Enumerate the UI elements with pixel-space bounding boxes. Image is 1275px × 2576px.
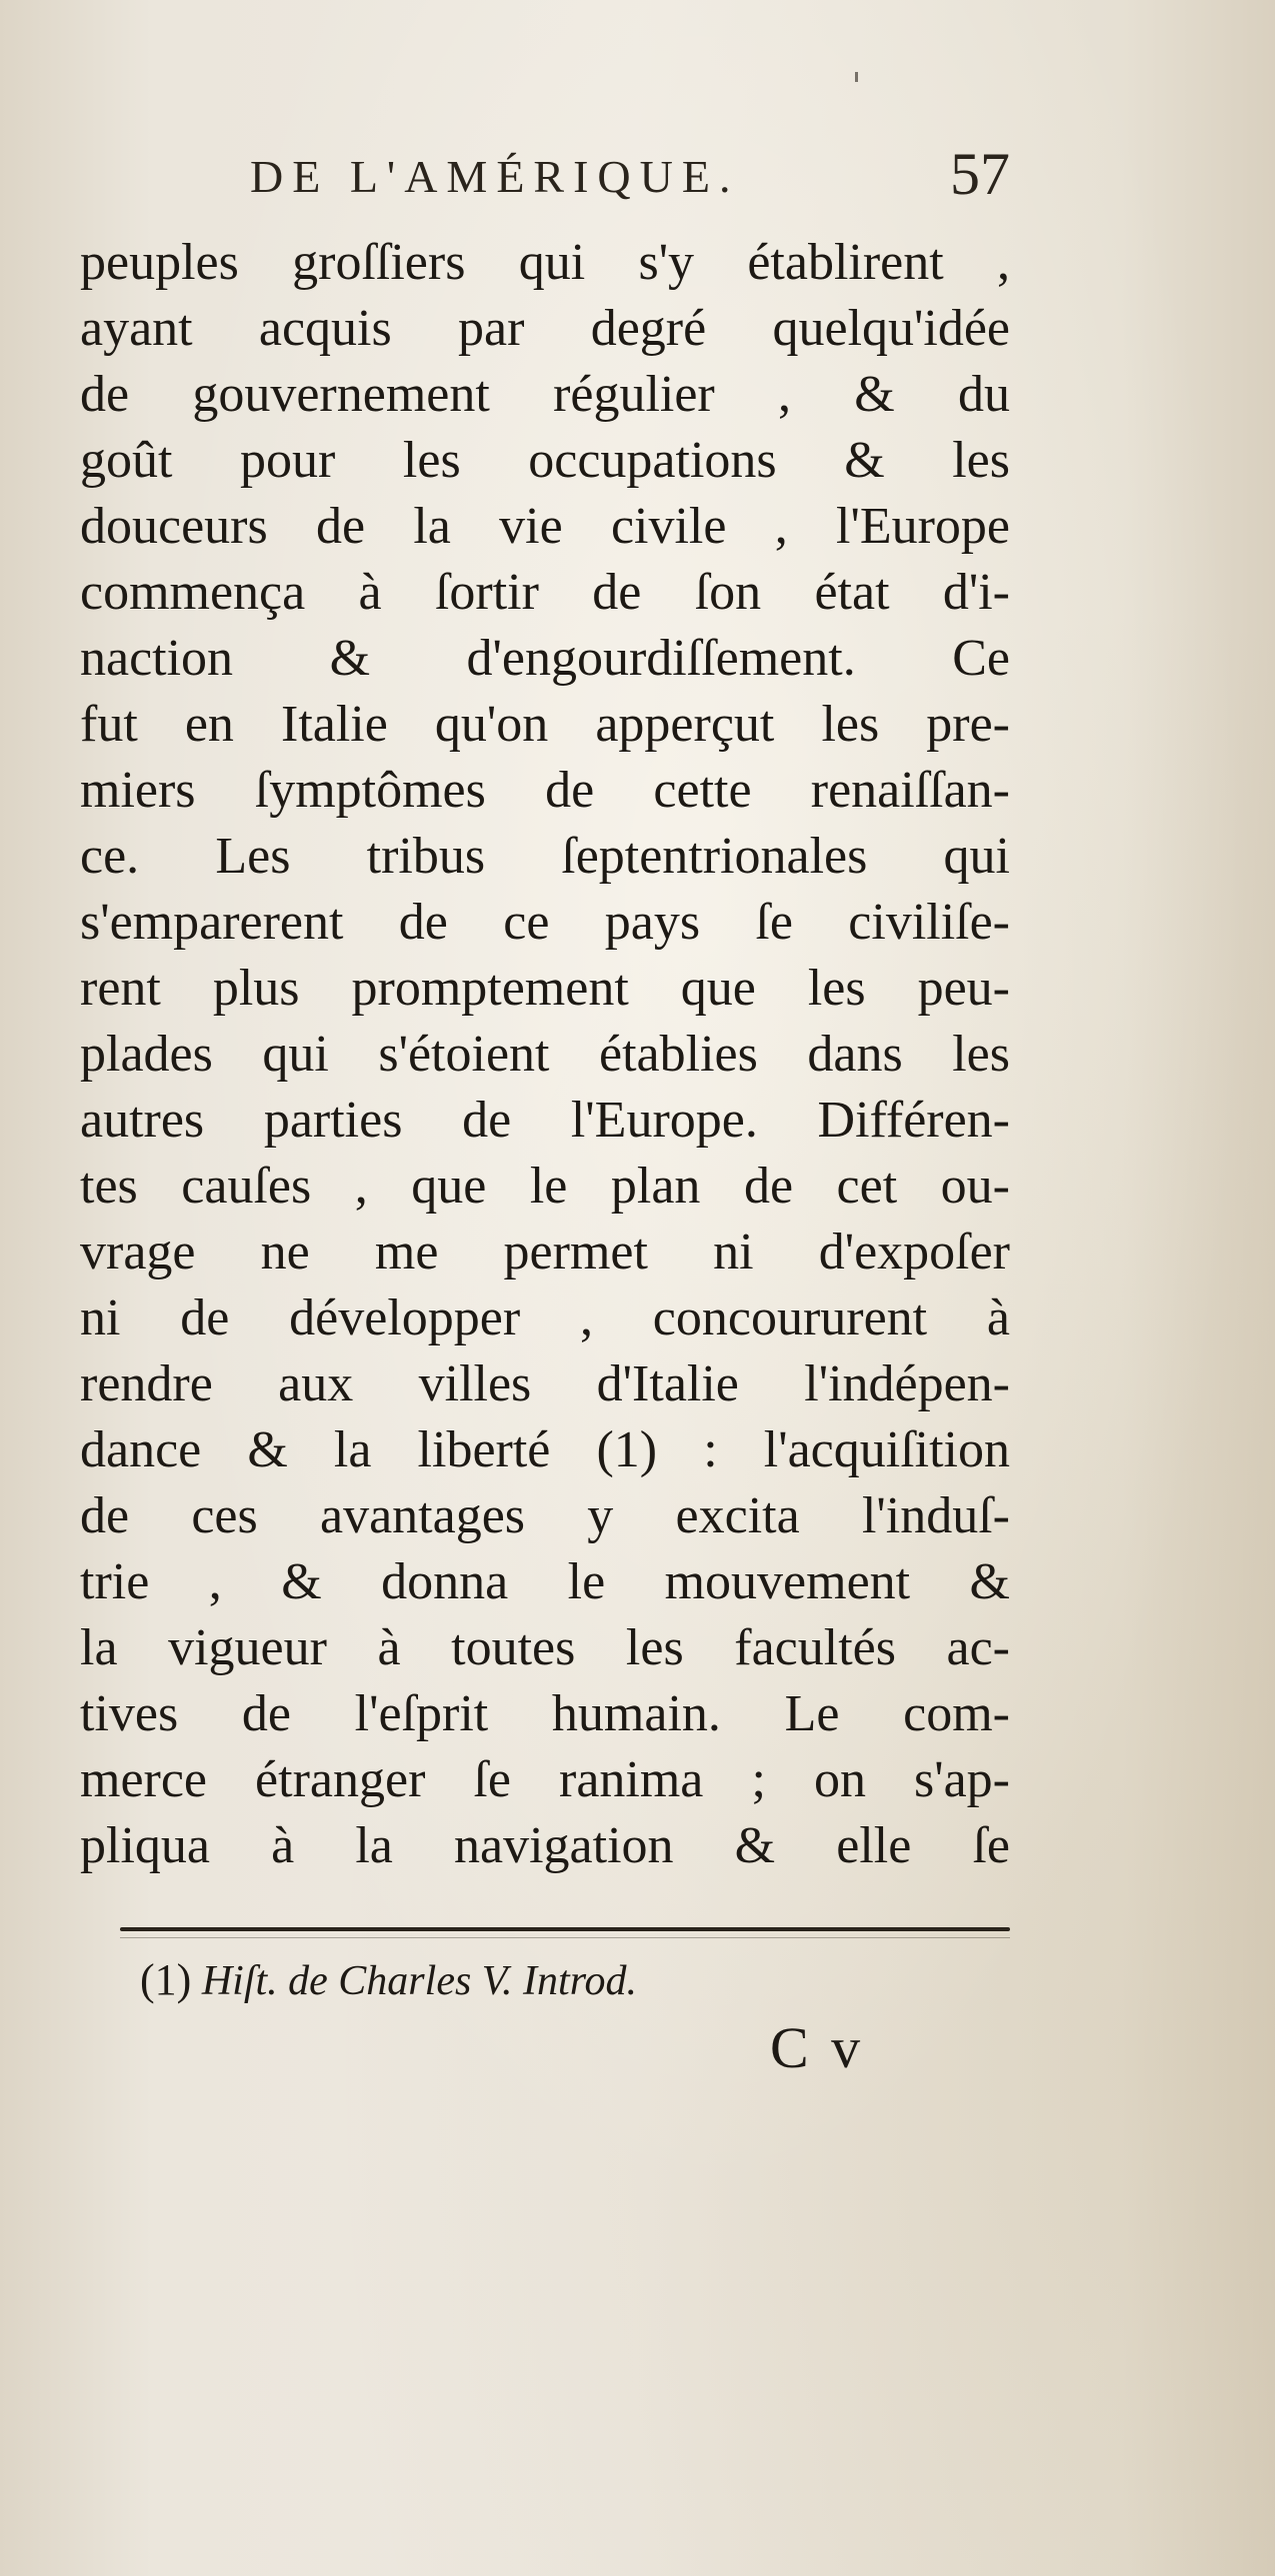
text-line: goût pour les occupations & les [80,432,1010,489]
running-head-title: DE L'AMÉRIQUE. [250,151,740,202]
text-line: tes cauſes , que le plan de cet ou- [80,1158,1010,1215]
signature-mark: C v [770,2015,865,2080]
paper-mark [855,72,858,82]
text-line: fut en Italie qu'on apperçut les pre- [80,696,1010,753]
text-line: rendre aux villes d'Italie l'indépen- [80,1355,1010,1412]
text-line: vrage ne me permet ni d'expoſer [80,1224,1010,1281]
footnote-rule-shadow [120,1937,1010,1938]
text-line: de ces avantages y excita l'induſ- [80,1487,1010,1544]
text-line: trie , & donna le mouvement & [80,1553,1010,1610]
text-line: la vigueur à toutes les facultés ac- [80,1619,1010,1676]
text-line: plades qui s'étoient établies dans les [80,1026,1010,1083]
text-line: de gouvernement régulier , & du [80,366,1010,423]
footnote-text: Hiſt. de Charles V. Introd. [201,1958,637,2004]
text-line: ayant acquis par degré quelqu'idée [80,300,1010,357]
page-number: 57 [950,141,1010,207]
body-text [80,230,1010,1879]
running-head [250,140,1010,210]
footnote-rule [120,1927,1010,1931]
text-line: peuples groſſiers qui s'y établirent , [80,234,1010,291]
text-line: pliqua à la navigation & elle ſe [80,1817,1010,1874]
text-line: dance & la liberté (1) : l'acquiſition [80,1421,1010,1478]
text-line: commença à ſortir de ſon état d'i- [80,564,1010,621]
text-line: miers ſymptômes de cette renaiſſan- [80,762,1010,819]
text-line: s'emparerent de ce pays ſe civiliſe- [80,894,1010,951]
text-line: merce étranger ſe ranima ; on s'ap- [80,1751,1010,1808]
footnote-marker: (1) [140,1955,192,2004]
text-line: douceurs de la vie civile , l'Europe [80,498,1010,555]
text-line: tives de l'eſprit humain. Le com- [80,1685,1010,1742]
text-line: ce. Les tribus ſeptentrionales qui [80,828,1010,885]
text-line: ni de développer , concoururent à [80,1289,1010,1346]
footnote [140,1954,637,2005]
text-line: naction & d'engourdiſſement. Ce [80,630,1010,687]
text-line: autres parties de l'Europe. Différen- [80,1092,1010,1149]
text-line: rent plus promptement que les peu- [80,960,1010,1017]
